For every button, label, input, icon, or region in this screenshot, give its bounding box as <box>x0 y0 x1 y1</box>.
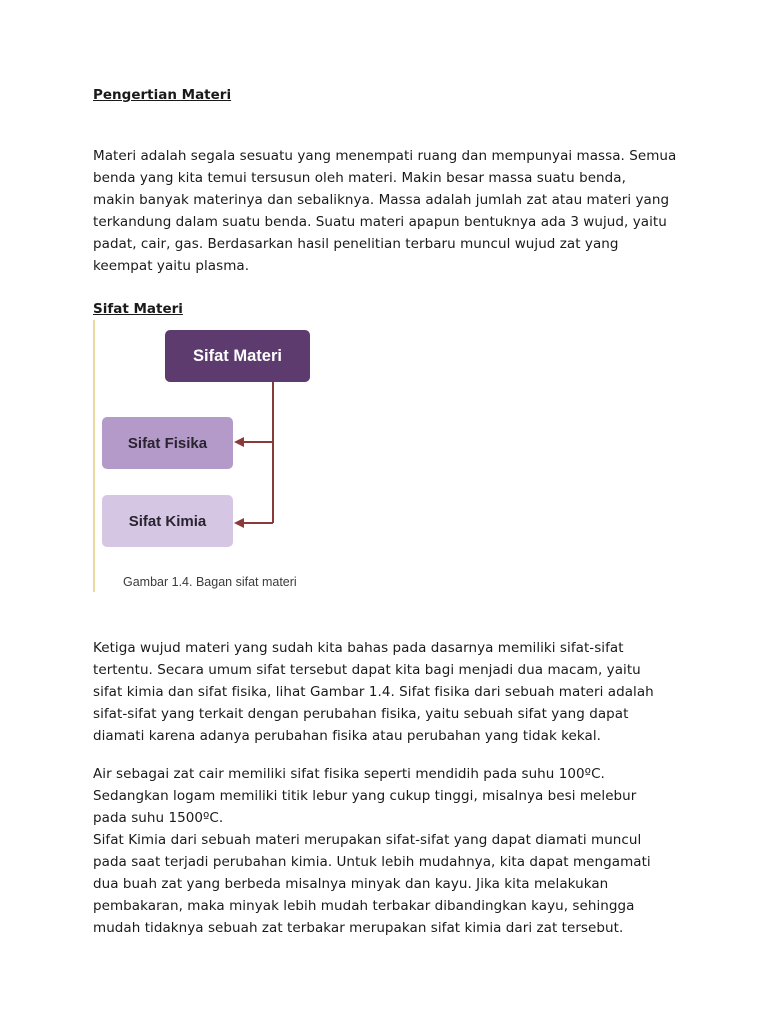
paragraph-air-sifat-kimia <box>93 763 693 939</box>
figure-bagan-sifat-materi <box>93 320 321 592</box>
text-line: pada suhu 1500ºC. <box>93 810 224 826</box>
text-line: mudah tidaknya sebuah zat terbakar merupakan sifat kimia dari zat tersebut. <box>93 920 624 936</box>
text-line: tertentu. Secara umum sifat tersebut dapat kita bagi menjadi dua macam, yaitu <box>93 662 641 678</box>
node-sifat-kimia: Sifat Kimia <box>102 495 233 547</box>
figure-caption: Gambar 1.4. Bagan sifat materi <box>123 575 297 589</box>
paragraph-pengertian-materi <box>93 145 693 277</box>
arrowhead-kimia <box>234 518 244 528</box>
text-line: sifat-sifat yang terkait dengan perubahan fisika, yaitu sebuah sifat yang dapat <box>93 706 629 722</box>
node-sifat-materi: Sifat Materi <box>165 330 310 382</box>
text-line: dua buah zat yang berbeda misalnya minyak dan kayu. Jika kita melakukan <box>93 876 609 892</box>
paragraph-ketiga-wujud <box>93 637 693 747</box>
text-line: Materi adalah segala sesuatu yang menempati ruang dan mempunyai massa. Semua <box>93 148 677 164</box>
text-line: sifat kimia dan sifat fisika, lihat Gambar 1.4. Sifat fisika dari sebuah materi adalah <box>93 684 654 700</box>
text-line: diamati karena adanya perubahan fisika atau perubahan yang tidak kekal. <box>93 728 601 744</box>
text-line: Ketiga wujud materi yang sudah kita bahas pada dasarnya memiliki sifat-sifat <box>93 640 624 656</box>
text-line: pada saat terjadi perubahan kimia. Untuk lebih mudahnya, kita dapat mengamati <box>93 854 651 870</box>
heading-sifat-materi: Sifat Materi <box>93 301 183 317</box>
text-line: Sedangkan logam memiliki titik lebur yang cukup tinggi, misalnya besi melebur <box>93 788 637 804</box>
text-line: benda yang kita temui tersusun oleh materi. Makin besar massa suatu benda, <box>93 170 626 186</box>
text-line: keempat yaitu plasma. <box>93 258 250 274</box>
text-line: pembakaran, maka minyak lebih mudah terbakar dibandingkan kayu, sehingga <box>93 898 635 914</box>
arrowhead-fisika <box>234 437 244 447</box>
node-sifat-fisika: Sifat Fisika <box>102 417 233 469</box>
text-line: makin banyak materinya dan sebaliknya. Massa adalah jumlah zat atau materi yang <box>93 192 670 208</box>
heading-pengertian-materi: Pengertian Materi <box>93 87 232 103</box>
text-line: Air sebagai zat cair memiliki sifat fisika seperti mendidih pada suhu 100ºC. <box>93 766 605 782</box>
text-line: terkandung dalam suatu benda. Suatu materi apapun bentuknya ada 3 wujud, yaitu <box>93 214 667 230</box>
text-line: padat, cair, gas. Berdasarkan hasil penelitian terbaru muncul wujud zat yang <box>93 236 619 252</box>
text-line: Sifat Kimia dari sebuah materi merupakan sifat-sifat yang dapat diamati muncul <box>93 832 642 848</box>
